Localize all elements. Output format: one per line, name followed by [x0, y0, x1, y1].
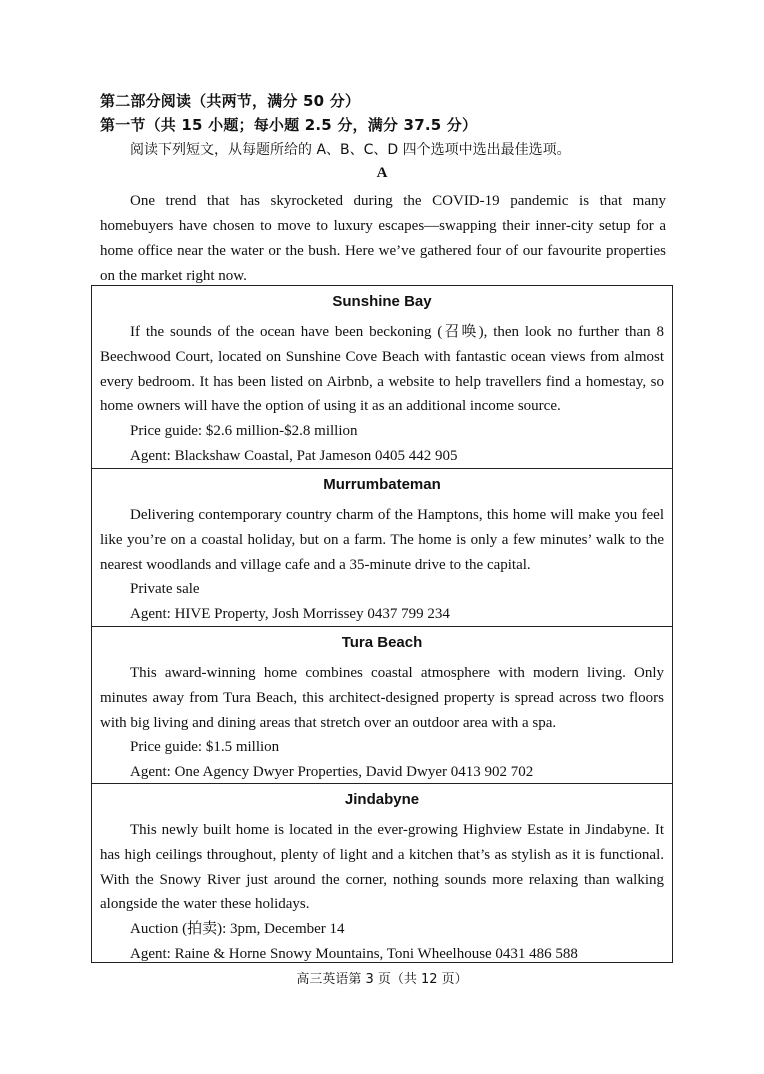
intro-paragraph: One trend that has skyrocketed during the COVID-19 pandemic is that many homebuyers have chosen to move to luxury escapes—swapping their inner-city setup for a home office near the water or the bush. Here we’ve gathered four of our favourite properties on the market right now. [100, 193, 666, 284]
listing-murrumbateman [92, 468, 672, 626]
listing-price: Price guide: $1.5 million [130, 739, 280, 756]
listing-jindabyne [92, 783, 672, 962]
passage-letter: A [376, 165, 388, 181]
listing-title: Murrumbateman [323, 476, 441, 493]
listing-price: Auction (拍卖): 3pm, December 14 [130, 921, 345, 938]
listing-description: This newly built home is located in the ever-growing Highview Estate in Jindabyne. It has high ceilings throughout, plenty of light and a kitchen that’s as stylish as it is functional. With the Snowy River just around the corner, nothing sounds more relaxing than walking alongside the water these holidays. [100, 822, 664, 913]
listings-table [91, 285, 673, 963]
listing-price: Private sale [130, 581, 200, 598]
listing-agent: Agent: One Agency Dwyer Properties, David Dwyer 0413 902 702 [130, 764, 534, 781]
listing-agent: Agent: Blackshaw Coastal, Pat Jameson 0405 442 905 [130, 447, 458, 464]
listing-agent: Agent: Raine & Horne Snowy Mountains, Toni Wheelhouse 0431 486 588 [130, 945, 578, 962]
listing-sunshine-bay [92, 286, 672, 468]
passage-intro [100, 189, 666, 289]
listing-tura-beach [92, 626, 672, 783]
subsection-heading: 第一节（共 15 小题；每小题 2.5 分，满分 37.5 分） [100, 116, 478, 134]
listing-title: Tura Beach [341, 634, 423, 651]
listing-price: Price guide: $2.6 million-$2.8 million [130, 423, 358, 440]
instruction-text: 阅读下列短文，从每题所给的 A、B、C、D 四个选项中选出最佳选项。 [130, 142, 571, 158]
listing-agent: Agent: HIVE Property, Josh Morrissey 0437 799 234 [130, 606, 450, 623]
listing-description: If the sounds of the ocean have been beckoning (召唤), then look no further than 8 Beechwood Court, located on Sunshine Cove Beach with fantastic ocean views from almost every bedroom. It has been listed on Airbnb, a website to help travellers find a homestay, so home owners will have the option of using it as an additional income source. [100, 324, 664, 415]
listing-description: This award-winning home combines coastal atmosphere with modern living. Only minutes away from Tura Beach, this architect-designed property is spread across two floors with big living and dining areas that stretch over an outdoor area with a spa. [100, 665, 664, 731]
listing-description: Delivering contemporary country charm of the Hamptons, this home will make you feel like you’re on a coastal holiday, but on a farm. The home is only a few minutes’ walk to the nearest woodlands and village cafe and a 35-minute drive to the capital. [100, 507, 664, 573]
page-footer: 高三英语第 3 页（共 12 页） [296, 972, 468, 987]
section-heading: 第二部分阅读（共两节，满分 50 分） [100, 92, 361, 110]
listing-title: Jindabyne [344, 791, 420, 808]
listing-title: Sunshine Bay [332, 293, 432, 310]
